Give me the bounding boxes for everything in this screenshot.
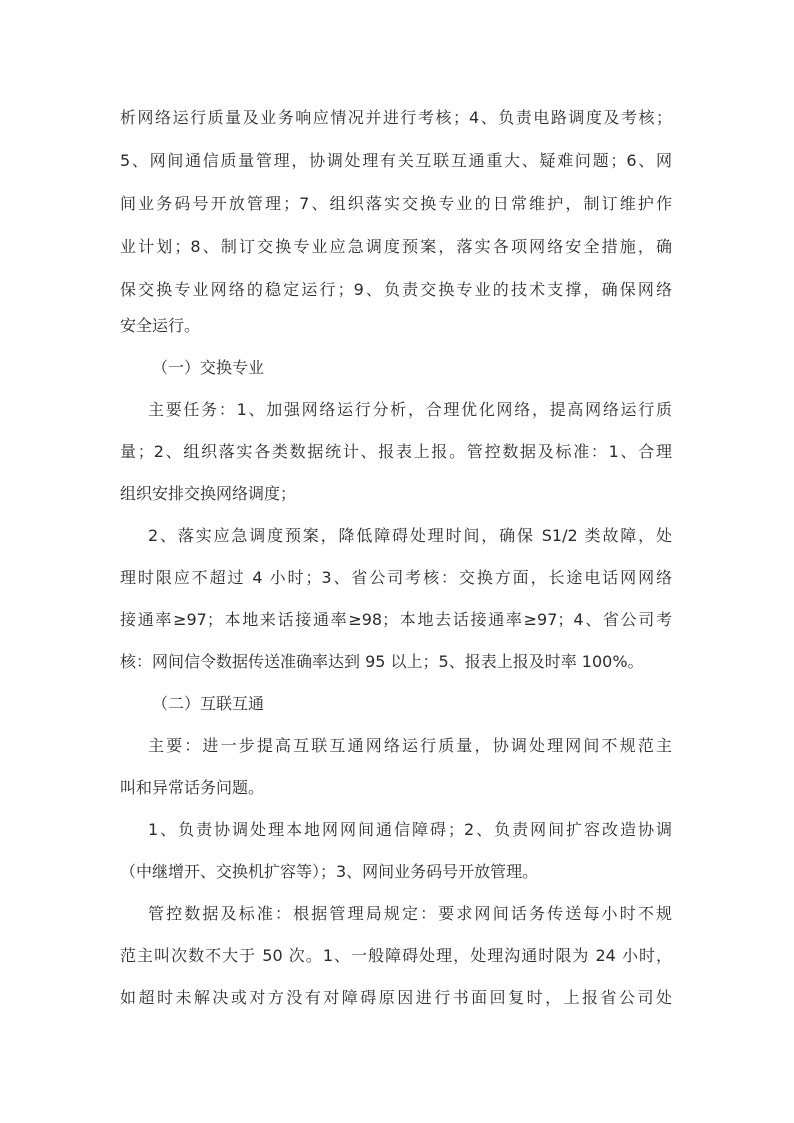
paragraph-1-line-2: 5、网间通信质量管理，协调处理有关互联互通重大、疑难问题；6、网 <box>120 151 672 170</box>
paragraph-4-line-2: 叫和异常话务问题。 <box>120 778 265 797</box>
paragraph-1-line-5: 保交换专业网络的稳定运行；9、负责交换专业的技术支撑，确保网络 <box>120 280 672 299</box>
section-heading-switching: （一）交换专业 <box>152 358 265 377</box>
paragraph-1-line-1: 析网络运行质量及业务响应情况并进行考核；4、负责电路调度及考核； <box>120 108 672 127</box>
paragraph-6-line-1: 管控数据及标准：根据管理局规定：要求网间话务传送每小时不规 <box>148 904 672 923</box>
section-heading-interconnection: （二）互联互通 <box>152 694 265 713</box>
paragraph-6-line-2: 范主叫次数不大于 50 次。1、一般障碍处理，处理沟通时限为 24 小时， <box>120 946 672 965</box>
paragraph-2-line-3: 组织安排交换网络调度； <box>120 484 297 503</box>
paragraph-2-line-1: 主要任务：1、加强网络运行分析，合理优化网络，提高网络运行质 <box>148 400 672 419</box>
paragraph-1-line-6: 安全运行。 <box>120 316 201 335</box>
paragraph-3-line-3: 接通率≥97；本地来话接通率≥98；本地去话接通率≥97；4、省公司考 <box>120 610 672 629</box>
paragraph-5-line-1: 1、负责协调处理本地网网间通信障碍；2、负责网间扩容改造协调 <box>148 820 672 839</box>
paragraph-3-line-4: 核：网间信令数据传送准确率达到 95 以上；5、报表上报及时率 100%。 <box>120 652 644 671</box>
paragraph-4-line-1: 主要：进一步提高互联互通网络运行质量，协调处理网间不规范主 <box>148 736 672 755</box>
paragraph-3-line-1: 2、落实应急调度预案，降低障碍处理时间，确保 S1/2 类故障，处 <box>148 526 672 545</box>
paragraph-1-line-3: 间业务码号开放管理；7、组织落实交换专业的日常维护，制订维护作 <box>120 194 672 213</box>
paragraph-6-line-3: 如超时未解决或对方没有对障碍原因进行书面回复时，上报省公司处 <box>120 988 672 1007</box>
paragraph-3-line-2: 理时限应不超过 4 小时；3、省公司考核：交换方面，长途电话网网络 <box>120 568 672 587</box>
paragraph-1-line-4: 业计划；8、制订交换专业应急调度预案，落实各项网络安全措施，确 <box>120 237 672 256</box>
paragraph-2-line-2: 量；2、组织落实各类数据统计、报表上报。管控数据及标准：1、合理 <box>120 442 672 461</box>
paragraph-5-line-2: （中继增开、交换机扩容等）；3、网间业务码号开放管理。 <box>120 862 539 881</box>
